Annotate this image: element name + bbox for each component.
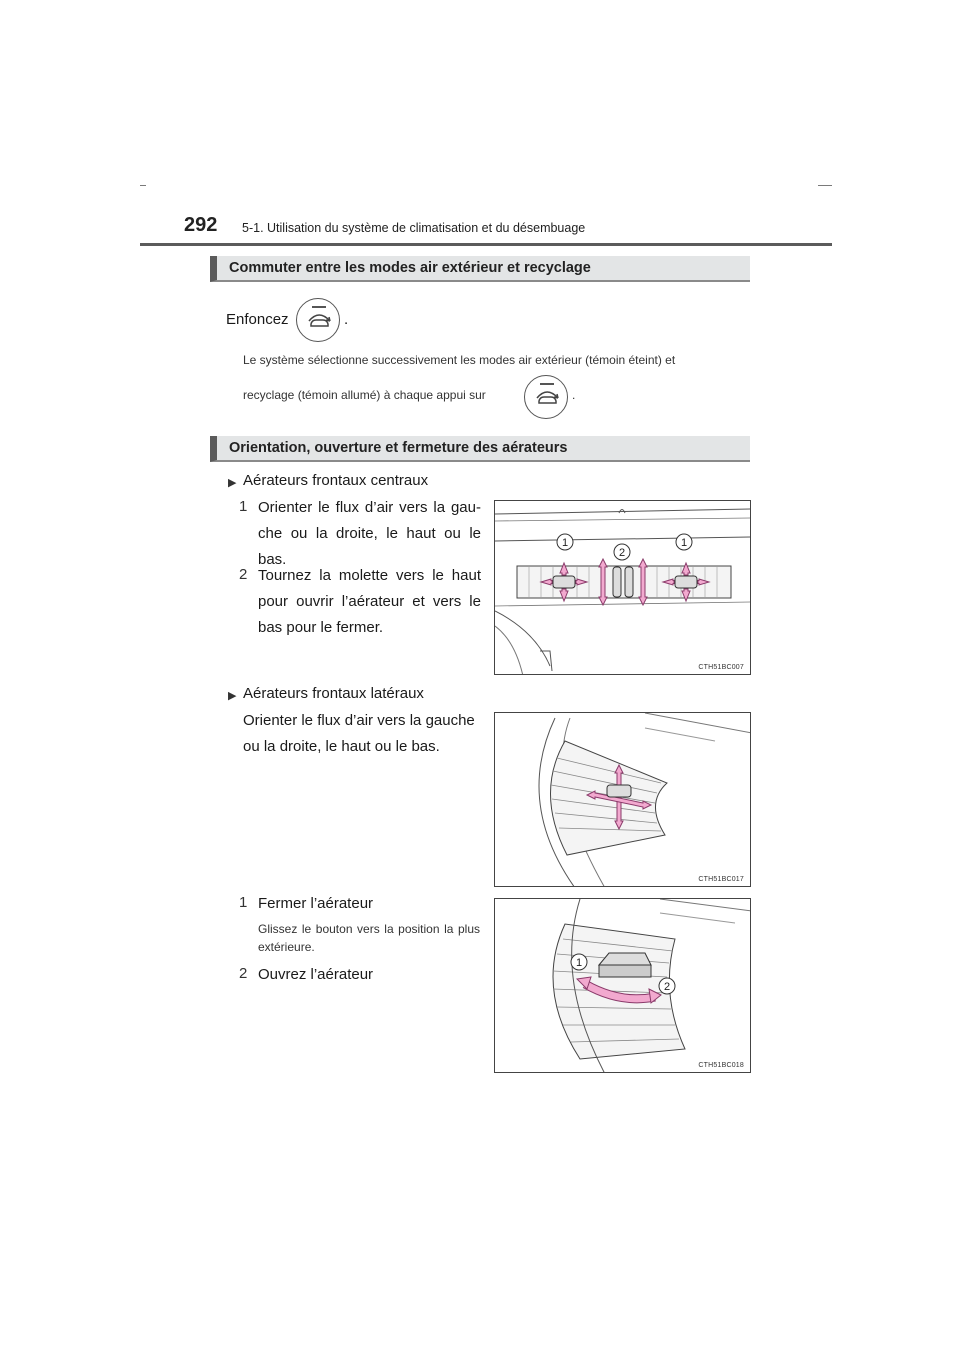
figure-code: CTH51BC018: [698, 1062, 744, 1069]
crop-mark-left: [140, 185, 146, 186]
recirculation-button-icon: [296, 298, 340, 342]
lateral-vents-figure: [494, 712, 751, 887]
figure-code: CTH51BC017: [698, 876, 744, 883]
step-number: 1: [239, 894, 248, 911]
step-number: 1: [239, 498, 248, 515]
callout-1-left: 1: [561, 537, 569, 549]
lateral-vents-heading: Aérateurs frontaux latéraux: [243, 685, 424, 702]
section-title-vents: Orientation, ouverture et fermeture des aérateurs: [210, 436, 750, 462]
recirculation-button-icon-inline: [524, 375, 568, 419]
chapter-title: 5-1. Utilisation du système de climatisation et du désembuage: [242, 221, 586, 235]
step-number: 2: [239, 566, 248, 583]
section-title-recirculation: Commuter entre les modes air extérieur et recyclage: [210, 256, 750, 282]
triangle-bullet-icon: ▶: [228, 477, 237, 489]
callout-2: 2: [663, 981, 671, 993]
step-number: 2: [239, 965, 248, 982]
central-vents-heading: Aérateurs frontaux centraux: [243, 472, 429, 489]
open-vent-text: Ouvrez l’aérateur: [258, 966, 374, 983]
header-rule: [140, 243, 832, 246]
lateral-vents-text: Orienter le flux d’air vers la gauche ou la droite, le haut ou le bas.: [243, 712, 475, 755]
page-number: 292: [184, 214, 218, 236]
press-label: Enfoncez: [226, 311, 289, 328]
central-vents-figure: [494, 500, 751, 675]
callout-1: 1: [575, 957, 583, 969]
figure-code: CTH51BC007: [698, 664, 744, 671]
recirculation-note-end: .: [572, 388, 576, 402]
triangle-bullet-icon: ▶: [228, 690, 237, 702]
close-vent-note: Glissez le bouton vers la position la plus extérieure.: [258, 922, 480, 954]
crop-mark-right: [818, 185, 832, 186]
press-end: .: [344, 311, 349, 328]
recirculation-note-line1: Le système sélectionne successivement les modes air extérieur (témoin éteint) et: [243, 353, 676, 367]
central-step2-text: Tournez la molette vers le haut pour ouvrir l’aérateur et vers le bas pour le fermer.: [258, 567, 481, 636]
central-step1-text: Orienter le flux d’air vers la gau- che ou la droite, le haut ou le bas.: [258, 499, 481, 568]
vent-open-close-figure: [494, 898, 751, 1073]
callout-2: 2: [618, 547, 626, 559]
recirculation-note-line2: recyclage (témoin allumé) à chaque appui sur: [243, 388, 486, 402]
callout-1-right: 1: [680, 537, 688, 549]
close-vent-text: Fermer l’aérateur: [258, 895, 374, 912]
